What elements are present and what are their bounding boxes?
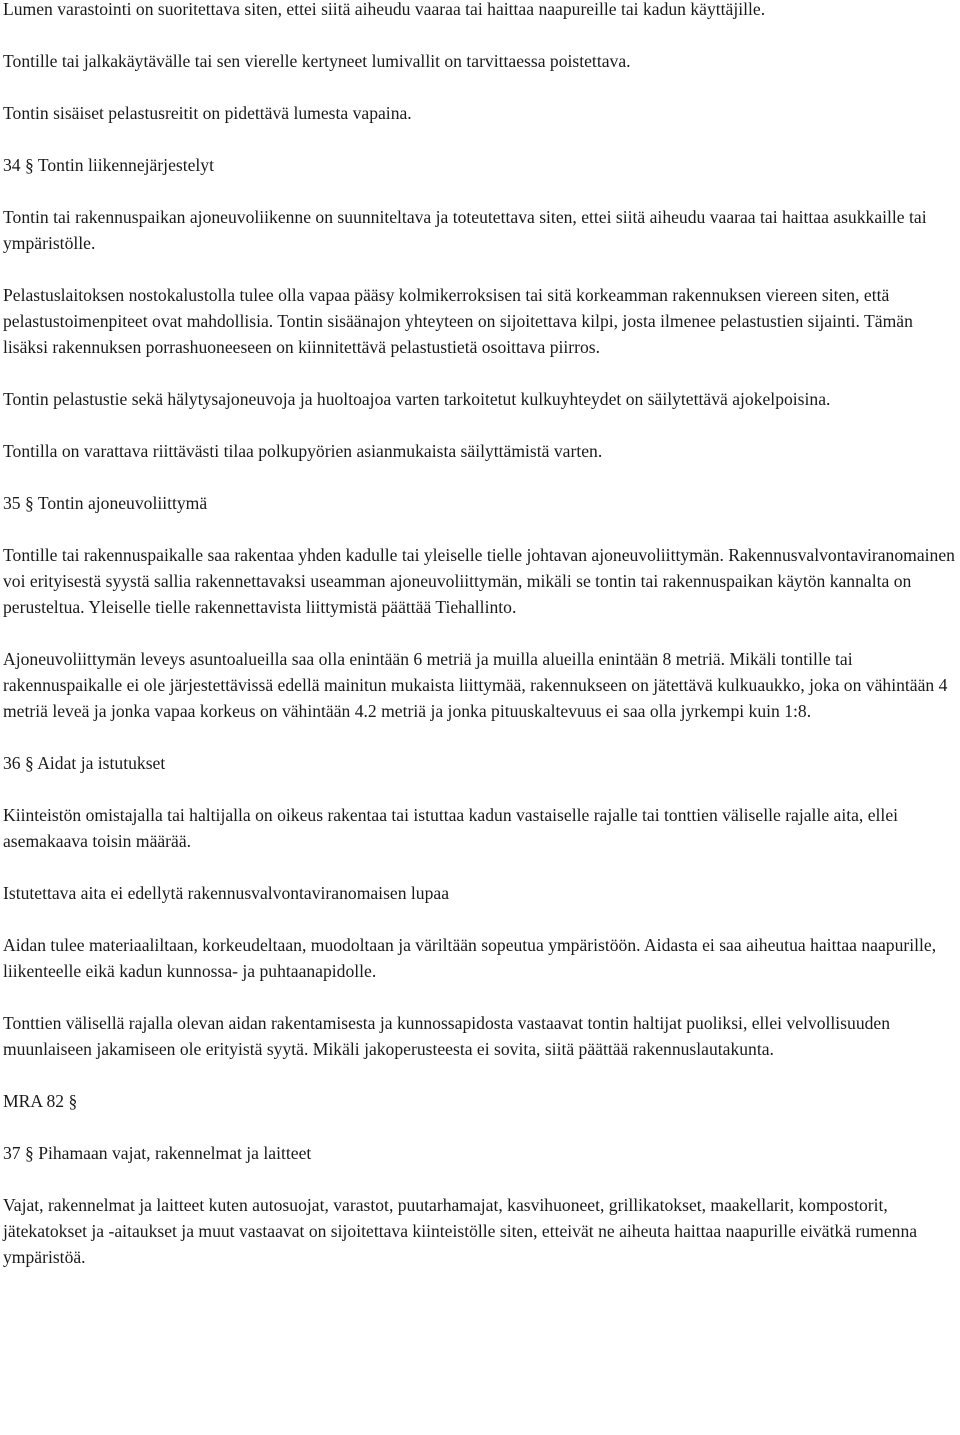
section-heading-34: 34 § Tontin liikennejärjestelyt [3,155,214,175]
section-heading-35: 35 § Tontin ajoneuvoliittymä [3,493,208,513]
reference-mra-82: MRA 82 § [3,1091,78,1111]
paragraph-vehicle-connection: Tontille tai rakennuspaikalle saa rakentaa yhden kadulle tai yleiselle tielle johtavan ajoneuvoliittymän. Rakennusvalvontaviranomainen voi erityisestä syystä sallia rakennettavaksi useamman ajoneuvoliittymän, mikäli se tontin tai rakennuspaikan käytön kannalta on perusteltua. Yleiselle tielle rakennettavista liittymistä päättää Tiehallinto. [3,545,955,617]
paragraph-fence-right: Kiinteistön omistajalla tai haltijalla on oikeus rakentaa tai istuttaa kadun vastaiselle rajalle tai tonttien väliselle rajalle aita, ellei asemakaava toisin määrää. [3,805,899,851]
document-body [3,0,958,1270]
paragraph-yard-structures: Vajat, rakennelmat ja laitteet kuten autosuojat, varastot, puutarhamajat, kasvihuoneet, grillikatokset, maakellarit, kompostorit, jätekatokset ja -aitaukset ja muut vastaavat on sijoitettava kiinteistölle siten, etteivät ne aiheuta haittaa naapurille eivätkä rumenna ympäristöä. [3,1195,918,1267]
paragraph-bicycle-storage: Tontilla on varattava riittävästi tilaa polkupyörien asianmukaista säilyttämistä varten. [3,441,603,461]
section-heading-36: 36 § Aidat ja istutukset [3,753,166,773]
paragraph-rescue-road: Tontin pelastustie sekä hälytysajoneuvoja ja huoltoajoa varten tarkoitetut kulkuyhteydet on säilytettävä ajokelpoisina. [3,389,831,409]
section-heading-37: 37 § Pihamaan vajat, rakennelmat ja laitteet [3,1143,312,1163]
paragraph-rescue-routes: Tontin sisäiset pelastusreitit on pidettävä lumesta vapaina. [3,103,412,123]
paragraph-snow-banks: Tontille tai jalkakäytävälle tai sen vierelle kertyneet lumivallit on tarvittaessa poistettava. [3,51,631,71]
paragraph-fence-maintenance: Tonttien välisellä rajalla olevan aidan rakentamisesta ja kunnossapidosta vastaavat tontin haltijat puoliksi, ellei velvollisuuden muunlaiseen jakamiseen ole erityistä syytä. Mikäli jakoperusteesta ei sovita, siitä päättää rakennuslautakunta. [3,1013,891,1059]
paragraph-fence-appearance: Aidan tulee materiaaliltaan, korkeudeltaan, muodoltaan ja väriltään sopeutua ympäristöön. Aidasta ei saa aiheutua haittaa naapurille, liikenteelle eikä kadun kunnossa- ja puhtaanapidolle. [3,935,937,981]
paragraph-snow-storage: Lumen varastointi on suoritettava siten, ettei siitä aiheudu vaaraa tai haittaa naapureille tai kadun käyttäjille. [3,0,766,19]
paragraph-vehicle-traffic: Tontin tai rakennuspaikan ajoneuvoliikenne on suunniteltava ja toteutettava siten, ettei siitä aiheudu vaaraa tai haittaa asukkaille tai ympäristölle. [3,207,927,253]
paragraph-connection-width: Ajoneuvoliittymän leveys asuntoalueilla saa olla enintään 6 metriä ja muilla alueilla enintään 8 metriä. Mikäli tontille tai rakennuspaikalle ei ole järjestettävissä edellä mainitun mukaista liittymää, rakennukseen on jätettävä kulkuaukko, joka on vähintään 4 metriä leveä ja jonka vapaa korkeus on vähintään 4.2 metriä ja jonka pituuskaltevuus ei saa olla jyrkempi kuin 1:8. [3,649,948,721]
paragraph-planted-fence: Istutettava aita ei edellytä rakennusvalvontaviranomaisen lupaa [3,883,450,903]
paragraph-fire-department-access: Pelastuslaitoksen nostokalustolla tulee olla vapaa pääsy kolmikerroksisen tai sitä korkeamman rakennuksen viereen siten, että pelastustoimenpiteet ovat mahdollisia. Tontin sisäänajon yhteyteen on sijoitettava kilpi, josta ilmenee pelastustien sijainti. Tämän lisäksi rakennuksen porrashuoneeseen on kiinnitettävä pelastustietä osoittava piirros. [3,285,913,357]
